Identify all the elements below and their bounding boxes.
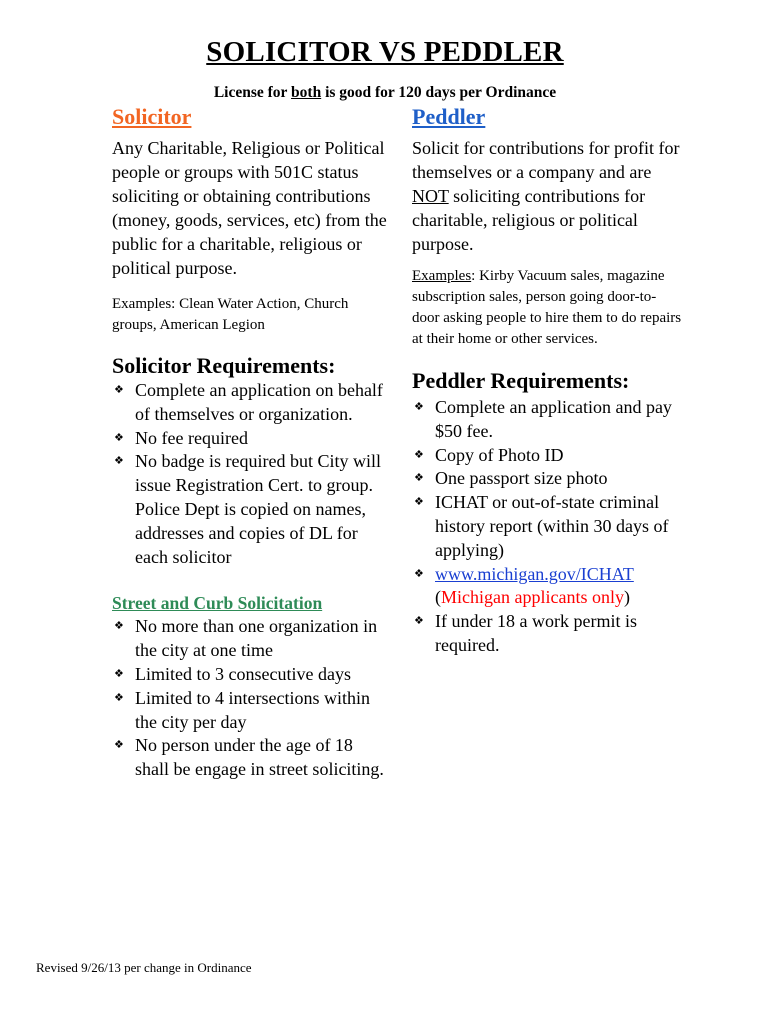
list-item (112, 450, 387, 569)
list-item (112, 734, 387, 782)
diamond-bullet-icon: ❖ (414, 615, 424, 628)
diamond-bullet-icon: ❖ (414, 496, 424, 509)
list-item-text: Limited to 4 intersections within the city per day (135, 687, 370, 732)
subtitle-text-start: License for (213, 84, 292, 101)
solicitor-column (112, 104, 387, 782)
ichat-note-close: ) (623, 587, 630, 608)
list-item-text: No person under the age of 18 shall be engage in street soliciting. (135, 735, 384, 780)
diamond-bullet-icon: ❖ (114, 384, 124, 396)
diamond-bullet-icon: ❖ (114, 431, 124, 444)
ichat-note-open: ( (435, 587, 441, 608)
solicitor-requirements-list (112, 379, 387, 569)
peddler-description-end: soliciting contributions for charitable, religious or political purpose. (412, 186, 646, 254)
subtitle-text-end: is good for 120 days per Ordinance (321, 84, 557, 101)
page-title: SOLICITOR VS PEDDLER (206, 36, 564, 68)
page-subtitle (0, 84, 770, 102)
list-item-text: No more than one organization in the city at one time (135, 616, 378, 661)
peddler-description (412, 136, 682, 256)
peddler-description-emphasis: NOT (412, 186, 449, 206)
diamond-bullet-icon: ❖ (414, 472, 424, 485)
list-item (112, 615, 387, 663)
diamond-bullet-icon: ❖ (114, 667, 124, 680)
list-item (112, 663, 387, 687)
diamond-bullet-icon: ❖ (414, 567, 424, 580)
solicitor-heading: Solicitor (112, 104, 192, 129)
ichat-link[interactable]: www.michigan.gov/ICHAT (435, 563, 634, 584)
list-item-text: One passport size photo (435, 468, 608, 489)
list-item (112, 687, 387, 735)
list-item-text: Complete an application on behalf of themselves or organization. (135, 380, 383, 424)
diamond-bullet-icon: ❖ (114, 691, 124, 704)
list-item (112, 427, 387, 451)
peddler-examples-label: Examples (412, 268, 472, 284)
list-item-text: If under 18 a work permit is required. (435, 611, 637, 655)
subtitle-emphasis: both (291, 84, 322, 101)
list-item (412, 563, 682, 611)
diamond-bullet-icon: ❖ (414, 401, 424, 413)
list-item-text: No fee required (135, 427, 248, 448)
ichat-note: Michigan applicants only (441, 587, 624, 608)
peddler-description-start: Solicit for contributions for profit for themselves or a company and are (412, 138, 680, 182)
list-item (412, 444, 682, 468)
peddler-examples (412, 266, 682, 350)
peddler-column (412, 104, 682, 658)
list-item (412, 467, 682, 491)
street-solicitation-heading: Street and Curb Solicitation (112, 593, 323, 614)
solicitor-description: Any Charitable, Religious or Political people or groups with 501C status soliciting or obtaining contributions (money, goods, services, etc) from the public for a charitable, religious or political purpose. (112, 138, 387, 278)
peddler-requirements-heading: Peddler Requirements: (412, 368, 630, 393)
list-item-text: Limited to 3 consecutive days (135, 663, 351, 684)
solicitor-examples: Examples: Clean Water Action, Church groups, American Legion (112, 296, 349, 333)
revision-footer: Revised 9/26/13 per change in Ordinance (36, 960, 252, 975)
peddler-heading: Peddler (412, 104, 486, 129)
peddler-requirements-list (412, 396, 682, 658)
solicitor-requirements-heading: Solicitor Requirements: (112, 353, 336, 378)
street-solicitation-list (112, 615, 387, 782)
peddler-examples-text: : Kirby Vacuum sales, magazine subscription sales, person going door-to-door asking people to hire them to do repairs at their home or other services. (412, 268, 682, 347)
list-item (112, 379, 387, 427)
list-item (412, 396, 682, 444)
list-item-text: Copy of Photo ID (435, 444, 564, 465)
list-item-text: No badge is required but City will issue Registration Cert. to group. Police Dept is copied on names, addresses and copies of DL for each solicitor (135, 451, 381, 567)
diamond-bullet-icon: ❖ (414, 448, 424, 461)
list-item (412, 610, 682, 658)
list-item-text: ICHAT or out-of-state criminal history report (within 30 days of applying) (435, 492, 669, 560)
list-item-text: Complete an application and pay $50 fee. (435, 397, 672, 441)
list-item (412, 491, 682, 562)
diamond-bullet-icon: ❖ (114, 620, 124, 633)
diamond-bullet-icon: ❖ (114, 739, 124, 752)
diamond-bullet-icon: ❖ (114, 455, 124, 468)
